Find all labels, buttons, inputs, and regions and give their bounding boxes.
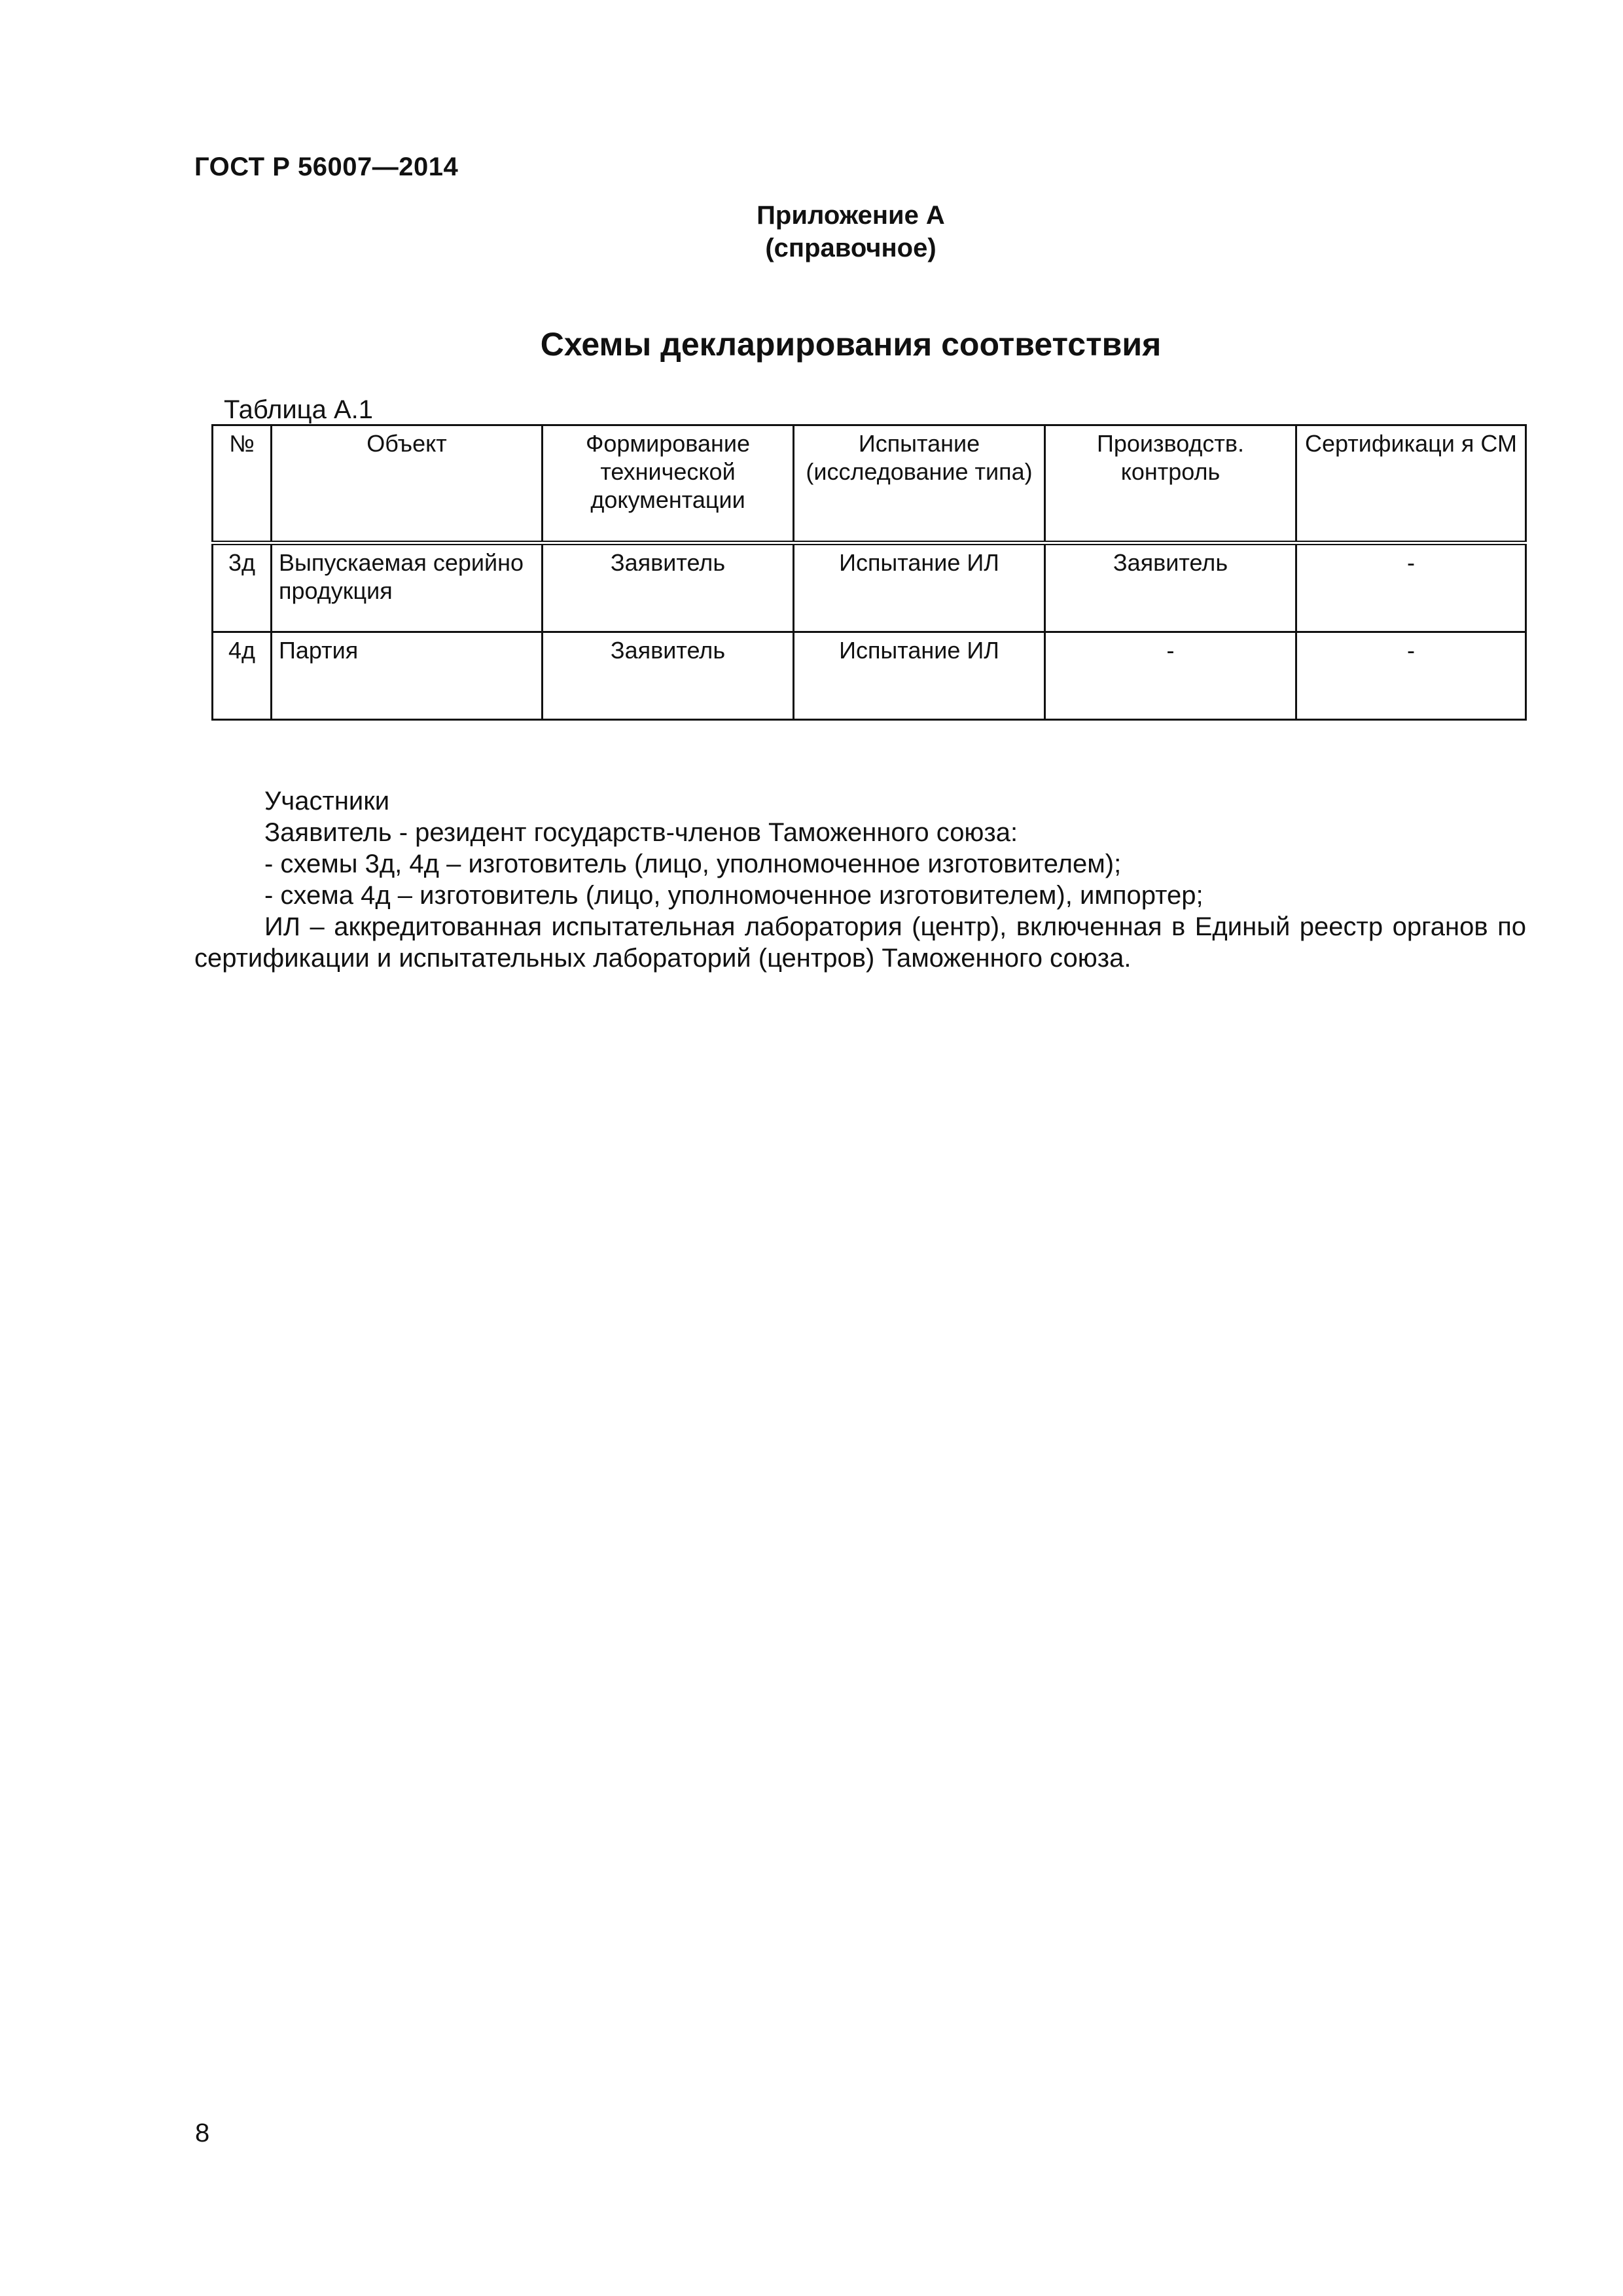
cell-tech-doc: Заявитель xyxy=(543,543,794,632)
cell-certification-sm: - xyxy=(1296,632,1526,720)
appendix-title: Приложение А xyxy=(757,201,945,230)
participants-heading: Участники xyxy=(264,787,390,816)
participants-item-2: - схема 4д – изготовитель (лицо, уполномоченное изготовителем), импортер; xyxy=(264,881,1204,910)
header-object: Объект xyxy=(272,425,543,543)
participants-section xyxy=(194,785,1526,974)
participants-il-definition: ИЛ – аккредитованная испытательная лаборатория (центр), включенная в Единый реестр органов по сертификации и испытательных лабораторий (центров) Таможенного союза. xyxy=(194,912,1526,973)
document-code: ГОСТ Р 56007—2014 xyxy=(194,152,459,181)
cell-testing: Испытание ИЛ xyxy=(794,543,1045,632)
cell-certification-sm: - xyxy=(1296,543,1526,632)
cell-production-control: Заявитель xyxy=(1045,543,1296,632)
table-row xyxy=(213,632,1526,720)
participants-item-1: - схемы 3д, 4д – изготовитель (лицо, уполномоченное изготовителем); xyxy=(264,850,1122,878)
appendix-subtitle: (справочное) xyxy=(765,234,936,262)
cell-object: Выпускаемая серийно продукция xyxy=(272,543,543,632)
header-tech-doc: Формирование технической документации xyxy=(543,425,794,543)
cell-tech-doc: Заявитель xyxy=(543,632,794,720)
header-production-control: Производств. контроль xyxy=(1045,425,1296,543)
table-row xyxy=(213,543,1526,632)
header-certification-sm: Сертификаци я СМ xyxy=(1296,425,1526,543)
table-caption: Таблица А.1 xyxy=(224,395,373,424)
table-header-row xyxy=(213,425,1526,543)
cell-num: 3д xyxy=(213,543,272,632)
cell-production-control: - xyxy=(1045,632,1296,720)
cell-testing: Испытание ИЛ xyxy=(794,632,1045,720)
header-num: № xyxy=(213,425,272,543)
header-testing: Испытание (исследование типа) xyxy=(794,425,1045,543)
section-title: Схемы декларирования соответствия xyxy=(540,326,1162,363)
schemes-table xyxy=(211,424,1527,721)
participants-applicant: Заявитель - резидент государств-членов Таможенного союза: xyxy=(264,818,1018,847)
cell-num: 4д xyxy=(213,632,272,720)
cell-object: Партия xyxy=(272,632,543,720)
page-number: 8 xyxy=(195,2119,210,2147)
